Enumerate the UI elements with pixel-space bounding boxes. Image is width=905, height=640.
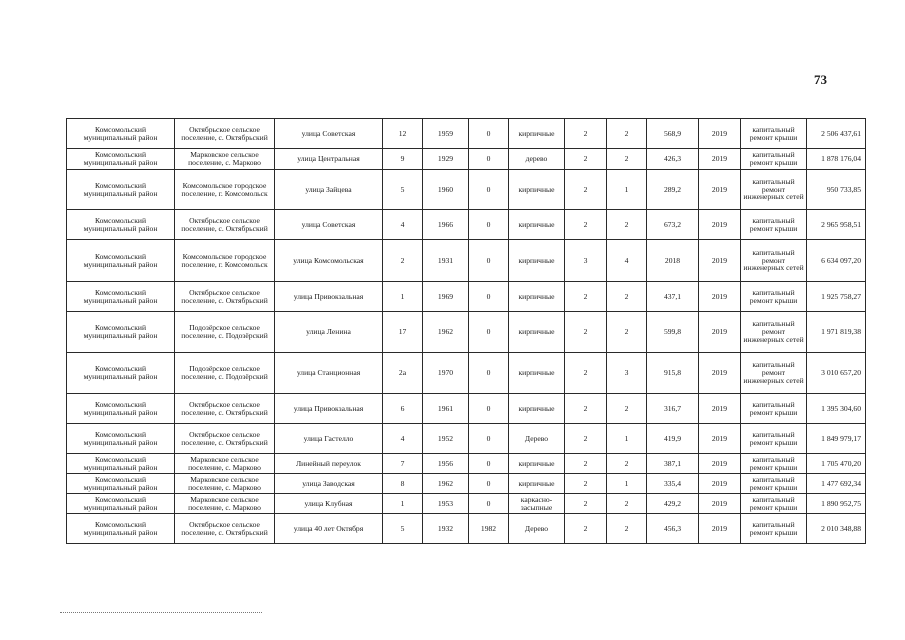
cell-cost: 2 506 437,61 <box>807 119 866 149</box>
cell-floors: 2 <box>565 514 607 544</box>
cell-plan-year: 2019 <box>699 149 741 170</box>
cell-entrances: 1 <box>607 170 647 210</box>
cell-work-type: капитальный ремонт крыши <box>741 454 807 474</box>
cell-entrances: 2 <box>607 514 647 544</box>
cell-work-type: капитальный ремонт крыши <box>741 119 807 149</box>
cell-house-number: 4 <box>383 424 423 454</box>
cell-floors: 2 <box>565 353 607 394</box>
cell-area: 915,8 <box>647 353 699 394</box>
cell-house-number: 5 <box>383 170 423 210</box>
footer-rule <box>60 612 262 613</box>
cell-entrances: 3 <box>607 353 647 394</box>
table-row <box>67 454 866 474</box>
cell-wall-material: кирпичные <box>509 454 565 474</box>
cell-work-type: капитальный ремонт инженерных сетей <box>741 240 807 282</box>
cell-district: Комсомольский муниципальный район <box>67 119 175 149</box>
cell-street: улица Станционная <box>275 353 383 394</box>
cell-district: Комсомольский муниципальный район <box>67 514 175 544</box>
table-row <box>67 424 866 454</box>
cell-floors: 2 <box>565 282 607 312</box>
cell-work-type: капитальный ремонт крыши <box>741 282 807 312</box>
cell-year-built: 1969 <box>423 282 469 312</box>
cell-district: Комсомольский муниципальный район <box>67 240 175 282</box>
cell-street: улица Ленина <box>275 312 383 353</box>
cell-entrances: 2 <box>607 119 647 149</box>
cell-work-type: капитальный ремонт крыши <box>741 149 807 170</box>
cell-year-repair: 0 <box>469 240 509 282</box>
table-row <box>67 312 866 353</box>
table-row <box>67 494 866 514</box>
cell-work-type: капитальный ремонт крыши <box>741 474 807 494</box>
cell-year-built: 1959 <box>423 119 469 149</box>
cell-district: Комсомольский муниципальный район <box>67 170 175 210</box>
cell-work-type: капитальный ремонт крыши <box>741 514 807 544</box>
cell-year-repair: 0 <box>469 210 509 240</box>
cell-plan-year: 2019 <box>699 240 741 282</box>
table-body <box>67 119 866 544</box>
cell-house-number: 1 <box>383 494 423 514</box>
cell-year-repair: 0 <box>469 454 509 474</box>
table-row <box>67 170 866 210</box>
cell-cost: 1 849 979,17 <box>807 424 866 454</box>
cell-wall-material: Дерево <box>509 424 565 454</box>
cell-area: 673,2 <box>647 210 699 240</box>
cell-floors: 2 <box>565 149 607 170</box>
cell-floors: 2 <box>565 119 607 149</box>
cell-house-number: 2 <box>383 240 423 282</box>
cell-street: улица Клубная <box>275 494 383 514</box>
cell-settlement: Октябрьское сельское поселение, с. Октябрьский <box>175 514 275 544</box>
cell-work-type: капитальный ремонт крыши <box>741 424 807 454</box>
cell-wall-material: кирпичные <box>509 282 565 312</box>
cell-cost: 3 010 657,20 <box>807 353 866 394</box>
cell-settlement: Марковское сельское поселение, с. Марково <box>175 474 275 494</box>
cell-year-built: 1931 <box>423 240 469 282</box>
cell-street: улица Центральная <box>275 149 383 170</box>
cell-settlement: Комсомольское городское поселение, г. Комсомольск <box>175 240 275 282</box>
cell-district: Комсомольский муниципальный район <box>67 494 175 514</box>
cell-settlement: Октябрьское сельское поселение, с. Октябрьский <box>175 282 275 312</box>
cell-plan-year: 2019 <box>699 170 741 210</box>
cell-settlement: Октябрьское сельское поселение, с. Октябрьский <box>175 119 275 149</box>
cell-house-number: 4 <box>383 210 423 240</box>
cell-settlement: Марковское сельское поселение, с. Марково <box>175 454 275 474</box>
cell-work-type: капитальный ремонт крыши <box>741 394 807 424</box>
cell-street: улица Советская <box>275 210 383 240</box>
cell-area: 387,1 <box>647 454 699 474</box>
cell-cost: 2 010 348,88 <box>807 514 866 544</box>
cell-area: 437,1 <box>647 282 699 312</box>
cell-settlement: Подозёрское сельское поселение, с. Подозёрский <box>175 353 275 394</box>
page-number: 73 <box>814 72 827 87</box>
cell-house-number: 12 <box>383 119 423 149</box>
cell-entrances: 2 <box>607 282 647 312</box>
cell-district: Комсомольский муниципальный район <box>67 149 175 170</box>
table-row <box>67 282 866 312</box>
cell-floors: 2 <box>565 454 607 474</box>
cell-wall-material: каркасно-засыпные <box>509 494 565 514</box>
cell-settlement: Комсомольское городское поселение, г. Комсомольск <box>175 170 275 210</box>
cell-year-built: 1956 <box>423 454 469 474</box>
table-row <box>67 474 866 494</box>
cell-plan-year: 2019 <box>699 424 741 454</box>
cell-wall-material: Дерево <box>509 514 565 544</box>
cell-year-built: 1960 <box>423 170 469 210</box>
cell-plan-year: 2019 <box>699 312 741 353</box>
cell-plan-year: 2019 <box>699 282 741 312</box>
cell-settlement: Подозёрское сельское поселение, с. Подозёрский <box>175 312 275 353</box>
cell-district: Комсомольский муниципальный район <box>67 210 175 240</box>
cell-street: Линейный переулок <box>275 454 383 474</box>
cell-year-repair: 0 <box>469 170 509 210</box>
cell-cost: 950 733,85 <box>807 170 866 210</box>
cell-year-built: 1966 <box>423 210 469 240</box>
cell-cost: 2 965 958,51 <box>807 210 866 240</box>
cell-entrances: 2 <box>607 494 647 514</box>
cell-house-number: 9 <box>383 149 423 170</box>
cell-street: улица Привокзальная <box>275 282 383 312</box>
cell-district: Комсомольский муниципальный район <box>67 474 175 494</box>
cell-wall-material: кирпичные <box>509 394 565 424</box>
cell-year-repair: 0 <box>469 494 509 514</box>
cell-area: 316,7 <box>647 394 699 424</box>
cell-work-type: капитальный ремонт крыши <box>741 210 807 240</box>
cell-wall-material: кирпичные <box>509 312 565 353</box>
cell-year-repair: 0 <box>469 353 509 394</box>
cell-floors: 2 <box>565 474 607 494</box>
cell-floors: 2 <box>565 494 607 514</box>
cell-area: 429,2 <box>647 494 699 514</box>
cell-year-repair: 0 <box>469 149 509 170</box>
cell-year-built: 1970 <box>423 353 469 394</box>
cell-floors: 2 <box>565 210 607 240</box>
cell-wall-material: кирпичные <box>509 210 565 240</box>
cell-street: улица Зайцева <box>275 170 383 210</box>
cell-settlement: Октябрьское сельское поселение, с. Октябрьский <box>175 424 275 454</box>
cell-plan-year: 2019 <box>699 514 741 544</box>
cell-district: Комсомольский муниципальный район <box>67 312 175 353</box>
cell-plan-year: 2019 <box>699 119 741 149</box>
cell-settlement: Октябрьское сельское поселение, с. Октябрьский <box>175 210 275 240</box>
cell-area: 426,3 <box>647 149 699 170</box>
cell-street: улица Заводская <box>275 474 383 494</box>
cell-wall-material: дерево <box>509 149 565 170</box>
cell-work-type: капитальный ремонт инженерных сетей <box>741 312 807 353</box>
cell-year-repair: 0 <box>469 424 509 454</box>
cell-cost: 1 477 692,34 <box>807 474 866 494</box>
cell-year-built: 1932 <box>423 514 469 544</box>
cell-plan-year: 2019 <box>699 454 741 474</box>
cell-floors: 2 <box>565 312 607 353</box>
cell-settlement: Марковское сельское поселение, с. Марково <box>175 494 275 514</box>
table-row <box>67 394 866 424</box>
cell-wall-material: кирпичные <box>509 474 565 494</box>
cell-plan-year: 2019 <box>699 210 741 240</box>
housing-repair-table <box>66 118 866 544</box>
cell-area: 456,3 <box>647 514 699 544</box>
table-row <box>67 210 866 240</box>
cell-settlement: Марковское сельское поселение, с. Марково <box>175 149 275 170</box>
cell-settlement: Октябрьское сельское поселение, с. Октябрьский <box>175 394 275 424</box>
cell-entrances: 4 <box>607 240 647 282</box>
cell-area: 335,4 <box>647 474 699 494</box>
cell-entrances: 2 <box>607 149 647 170</box>
cell-work-type: капитальный ремонт инженерных сетей <box>741 170 807 210</box>
cell-entrances: 2 <box>607 312 647 353</box>
cell-year-repair: 1982 <box>469 514 509 544</box>
cell-house-number: 6 <box>383 394 423 424</box>
cell-year-repair: 0 <box>469 474 509 494</box>
cell-work-type: капитальный ремонт крыши <box>741 494 807 514</box>
cell-year-built: 1962 <box>423 474 469 494</box>
cell-area: 599,8 <box>647 312 699 353</box>
cell-street: улица 40 лет Октября <box>275 514 383 544</box>
cell-cost: 1 878 176,04 <box>807 149 866 170</box>
cell-year-repair: 0 <box>469 312 509 353</box>
cell-street: улица Советская <box>275 119 383 149</box>
cell-cost: 1 971 819,38 <box>807 312 866 353</box>
cell-district: Комсомольский муниципальный район <box>67 282 175 312</box>
cell-floors: 2 <box>565 424 607 454</box>
cell-area: 2018 <box>647 240 699 282</box>
cell-wall-material: кирпичные <box>509 119 565 149</box>
cell-year-repair: 0 <box>469 394 509 424</box>
cell-entrances: 2 <box>607 210 647 240</box>
cell-entrances: 2 <box>607 454 647 474</box>
table-row <box>67 119 866 149</box>
table-row <box>67 240 866 282</box>
cell-entrances: 2 <box>607 394 647 424</box>
cell-wall-material: кирпичные <box>509 353 565 394</box>
cell-street: улица Гастелло <box>275 424 383 454</box>
cell-district: Комсомольский муниципальный район <box>67 424 175 454</box>
cell-year-built: 1962 <box>423 312 469 353</box>
cell-year-repair: 0 <box>469 282 509 312</box>
cell-year-built: 1961 <box>423 394 469 424</box>
cell-wall-material: кирпичные <box>509 240 565 282</box>
cell-floors: 2 <box>565 170 607 210</box>
cell-floors: 3 <box>565 240 607 282</box>
cell-area: 568,9 <box>647 119 699 149</box>
table-row <box>67 353 866 394</box>
cell-wall-material: кирпичные <box>509 170 565 210</box>
cell-entrances: 1 <box>607 424 647 454</box>
table-row <box>67 149 866 170</box>
cell-year-built: 1952 <box>423 424 469 454</box>
cell-district: Комсомольский муниципальный район <box>67 353 175 394</box>
cell-house-number: 5 <box>383 514 423 544</box>
cell-plan-year: 2019 <box>699 494 741 514</box>
cell-area: 289,2 <box>647 170 699 210</box>
cell-house-number: 7 <box>383 454 423 474</box>
cell-cost: 1 705 470,20 <box>807 454 866 474</box>
cell-cost: 1 925 758,27 <box>807 282 866 312</box>
table-row <box>67 514 866 544</box>
cell-area: 419,9 <box>647 424 699 454</box>
cell-plan-year: 2019 <box>699 353 741 394</box>
cell-plan-year: 2019 <box>699 474 741 494</box>
cell-year-built: 1929 <box>423 149 469 170</box>
cell-floors: 2 <box>565 394 607 424</box>
cell-work-type: капитальный ремонт инженерных сетей <box>741 353 807 394</box>
cell-entrances: 1 <box>607 474 647 494</box>
cell-house-number: 17 <box>383 312 423 353</box>
cell-street: улица Комсомольская <box>275 240 383 282</box>
cell-street: улица Привокзальная <box>275 394 383 424</box>
cell-house-number: 2а <box>383 353 423 394</box>
cell-year-repair: 0 <box>469 119 509 149</box>
cell-house-number: 8 <box>383 474 423 494</box>
cell-district: Комсомольский муниципальный район <box>67 394 175 424</box>
cell-year-built: 1953 <box>423 494 469 514</box>
cell-plan-year: 2019 <box>699 394 741 424</box>
cell-cost: 1 395 304,60 <box>807 394 866 424</box>
cell-cost: 6 634 097,20 <box>807 240 866 282</box>
cell-house-number: 1 <box>383 282 423 312</box>
cell-cost: 1 890 952,75 <box>807 494 866 514</box>
cell-district: Комсомольский муниципальный район <box>67 454 175 474</box>
